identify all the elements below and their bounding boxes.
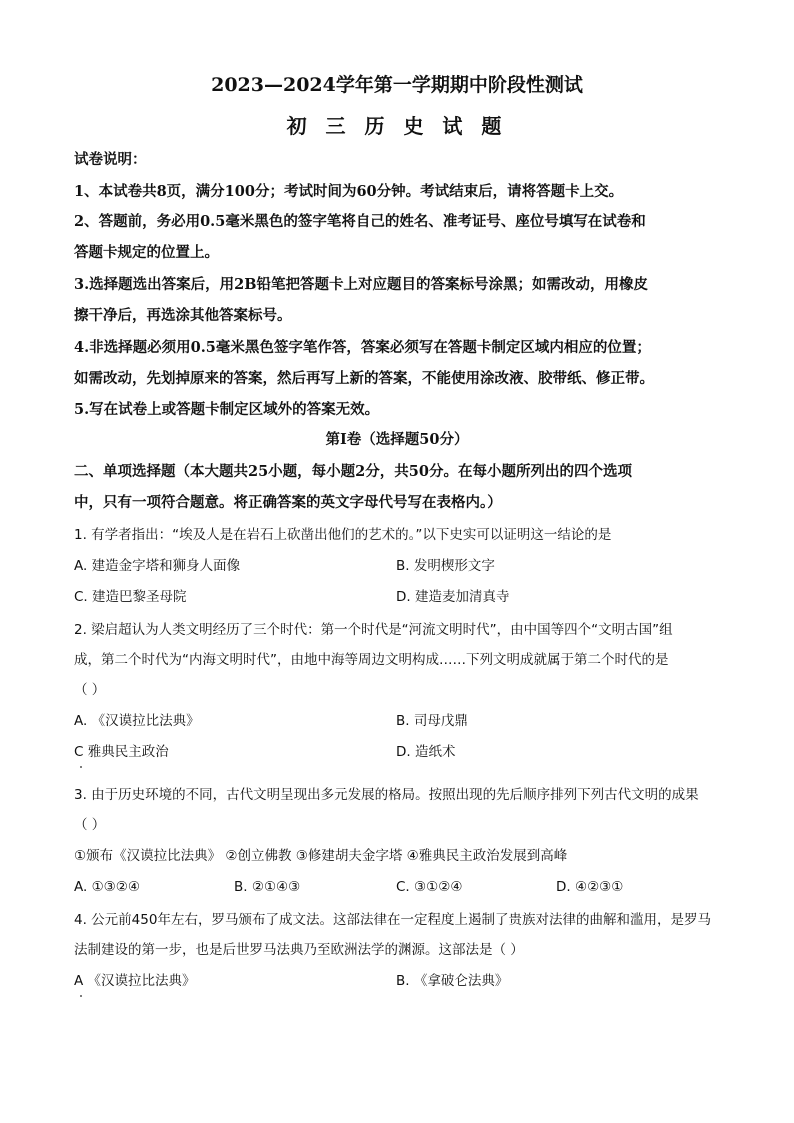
instruction-line: 4.非选择题必须用0.5毫米黑色签字笔作答，答案必须写在答题卡制定区域内相应的位置； <box>74 339 651 356</box>
question-2-stem: 成，第二个时代为“内海文明时代”，由地中海等周边文明构成……下列文明成就属于第二个时代的是 <box>74 652 669 668</box>
instruction-line: 1、本试卷共8页，满分100分；考试时间为60分钟。考试结束后，请将答题卡上交。 <box>74 183 624 200</box>
instructions-heading: 试卷说明： <box>74 151 147 168</box>
section-heading-line: 二、单项选择题（本大题共25小题，每小题2分，共50分。在每小题所列出的四个选项 <box>74 463 632 480</box>
section-heading-line: 中，只有一项符合题意。将正确答案的英文字母代号写在表格内。） <box>74 494 502 511</box>
section-title: 第I卷（选择题50分） <box>325 431 469 448</box>
question-1-option-d: D. 建造麦加清真寺 <box>396 589 510 605</box>
instruction-line: 擦干净后，再选涂其他答案标号。 <box>74 307 292 324</box>
question-4-option-b: B. 《拿破仑法典》 <box>396 973 509 989</box>
question-2-option-d: D. 造纸术 <box>396 744 456 760</box>
exam-title: 2023—2024学年第一学期期中阶段性测试 <box>211 74 583 96</box>
instruction-line: 答题卡规定的位置上。 <box>74 244 219 261</box>
question-3-option-c: C. ③①②④ <box>396 879 463 895</box>
instruction-line: 5.写在试卷上或答题卡制定区域外的答案无效。 <box>74 401 380 418</box>
question-3-option-d: D. ④②③① <box>556 879 624 895</box>
question-2-answer-blank: （ ） <box>74 682 106 698</box>
question-4-stem: 4. 公元前450年左右，罗马颁布了成文法。这部法律在一定程度上遏制了贵族对法律的曲解和滥用，是罗马 <box>74 912 711 928</box>
instruction-line: 如需改动，先划掉原来的答案，然后再写上新的答案，不能使用涂改液、胶带纸、修正带。 <box>74 370 654 387</box>
question-3-stem: 3. 由于历史环境的不同，古代文明呈现出多元发展的格局。按照出现的先后顺序排列下列古代文明的成果 <box>74 787 699 803</box>
question-1-option-c: C. 建造巴黎圣母院 <box>74 589 187 605</box>
question-1-stem: 1. 有学者指出：“埃及人是在岩石上砍凿出他们的艺术的。”以下史实可以证明这一结论的是 <box>74 527 612 543</box>
question-1-option-b: B. 发明楔形文字 <box>396 558 495 574</box>
question-3-option-b: B. ②①④③ <box>234 879 301 895</box>
question-4-stem: 法制建设的第一步，也是后世罗马法典乃至欧洲法学的渊源。这部法是（ ） <box>74 942 524 958</box>
question-3-items: ①颁布《汉谟拉比法典》 ②创立佛教 ③修建胡夫金字塔 ④雅典民主政治发展到高峰 <box>74 848 568 864</box>
question-1-option-a: A. 建造金字塔和狮身人面像 <box>74 558 241 574</box>
instruction-line: 3.选择题选出答案后，用2B铅笔把答题卡上对应题目的答案标号涂黑；如需改动，用橡皮 <box>74 276 648 293</box>
question-2-option-a: A. 《汉谟拉比法典》 <box>74 713 200 729</box>
instruction-line: 2、答题前，务必用0.5毫米黑色的签字笔将自己的姓名、准考证号、座位号填写在试卷和 <box>74 213 646 230</box>
question-3-option-a: A. ①③②④ <box>74 879 140 895</box>
question-3-answer-blank: （ ） <box>74 817 106 833</box>
question-2-stem: 2. 梁启超认为人类文明经历了三个时代：第一个时代是“河流文明时代”，由中国等四个“文明古国”组 <box>74 622 673 638</box>
stray-dot <box>80 766 82 768</box>
question-2-option-b: B. 司母戊鼎 <box>396 713 468 729</box>
stray-dot <box>80 995 82 997</box>
question-2-option-c: C 雅典民主政治 <box>74 744 169 760</box>
exam-subtitle: 初 三 历 史 试 题 <box>286 114 508 138</box>
question-4-option-a: A 《汉谟拉比法典》 <box>74 973 196 989</box>
